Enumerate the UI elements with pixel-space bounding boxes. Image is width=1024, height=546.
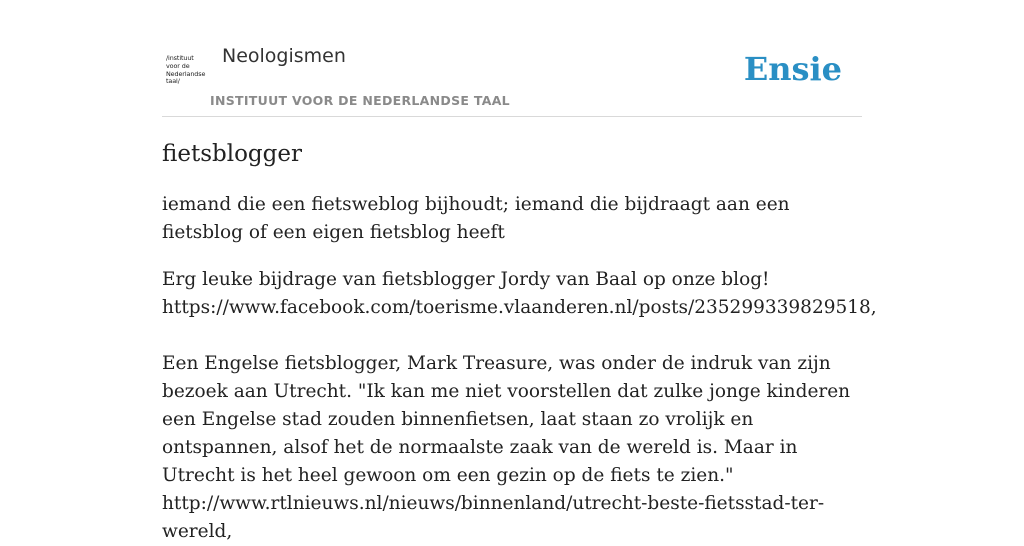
logo-line: taal/: [166, 77, 180, 86]
logo-line: voor de: [166, 61, 190, 70]
example-source-link[interactable]: http://www.rtlnieuws.nl/nieuws/binnenland/utrecht-beste-fietsstad-ter-wereld,: [162, 493, 825, 542]
entry: [162, 137, 882, 546]
definition: iemand die een fietsweblog bijhoudt; iemand die bijdraagt aan een fietsblog of een eigen fietsblog heeft: [162, 194, 790, 243]
ensie-brand-link[interactable]: Ensie: [743, 50, 842, 88]
logo-line: /instituut: [166, 54, 194, 62]
spacer: [162, 322, 867, 350]
headword: fietsblogger: [162, 141, 302, 167]
examples: [162, 266, 877, 546]
logo-line: Nederlandse: [166, 69, 206, 78]
example-source-link[interactable]: https://www.facebook.com/toerisme.vlaanderen.nl/posts/235299339829518,: [162, 297, 877, 318]
header: [162, 0, 862, 117]
institute-logo[interactable]: [166, 55, 208, 89]
example-text: Een Engelse fietsblogger, Mark Treasure, was onder de indruk van zijn bezoek aan Utrecht. "Ik kan me niet voorstellen dat zulke jonge kinderen een Engelse stad zouden binnenfietsen, laat staan zo vrolijk en ontspannen, alsof het de normaalste zaak van de wereld is. Maar in Utrecht is het heel gewoon om een gezin op de fiets te zien.": [162, 353, 851, 486]
site-title[interactable]: Neologismen: [222, 45, 346, 67]
example-text: Erg leuke bijdrage van fietsblogger Jordy van Baal op onze blog!: [162, 269, 770, 290]
site-subtitle: INSTITUUT VOOR DE NEDERLANDSE TAAL: [210, 93, 510, 108]
